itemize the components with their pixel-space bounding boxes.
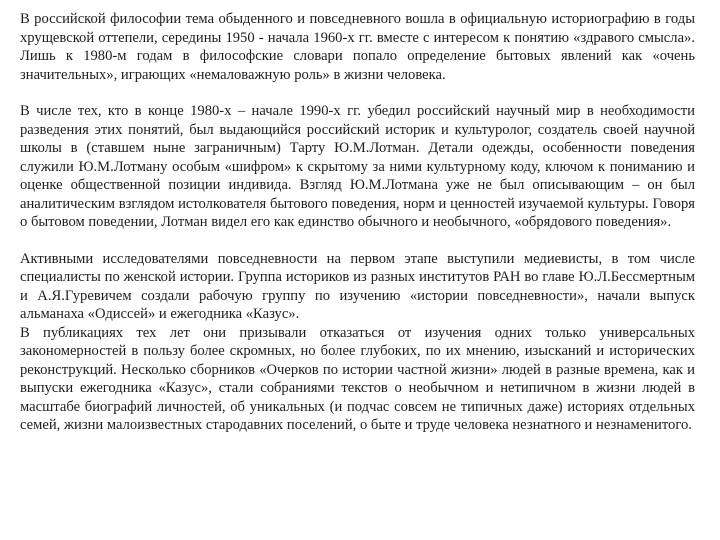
paragraph-lotman: В числе тех, кто в конце 1980-х – начале 1990-х гг. убедил российский научный мир в необходимости разведения этих понятий, был выдающийся российский историк и культуролог, создатель своей научной школы в (ставшем ныне заграничным) Тарту Ю.М.Лотман. Детали одежды, особенности поведения служили Ю.М.Лотману особым «шифром» к скрытому за ними культурному коду, ключом к пониманию и оценке общественной позиции индивида. Взгляд Ю.М.Лотмана уже не был описывающим – он был аналитическим взглядом истолкователя бытового поведения, норм и ценностей изучаемой культуры. Говоря о бытовом поведении, Лотман видел его как единство обычного и необычного, «обрядового поведения». — [20, 103, 695, 230]
document-body — [20, 10, 695, 435]
paragraph-medievalists: Активными исследователями повседневности на первом этапе выступили медиевисты, в том числе специалисты по женской истории. Группа историков из разных институтов РАН во главе Ю.Л.Бессмертным и А.Я.Гуревичем создали рабочую группу по изучению «истории повседневности», начали выпуск альманаха «Одиссей» и ежегодника «Казус». — [20, 250, 695, 322]
paragraph-publications: В публикациях тех лет они призывали отказаться от изучения одних только универсальных закономерностей в пользу более скромных, но более глубоких, по их мнению, изысканий и исторических реконструкций. Несколько сборников «Очерков по истории частной жизни» людей в разные времена, как и выпуски ежегодника «Казус», стали собраниями текстов о необычном и нетипичном в жизни людей в масштабе биографий личностей, об уникальных (и подчас совсем не типичных даже) историях отдельных семей, жизни малоизвестных стародавних поселений, о быте и труде человека незнатного и незнаменитого. — [20, 324, 695, 433]
paragraph-intro: В российской философии тема обыденного и повседневного вошла в официальную историографию в годы хрущевской оттепели, середины 1950 - начала 1960-х гг. вместе с интересом к понятию «здравого смысла». Лишь к 1980-м годам в философские словари попало определение бытовых явлений как «очень значительных», играющих «немаловажную роль» в жизни человека. — [20, 11, 695, 83]
